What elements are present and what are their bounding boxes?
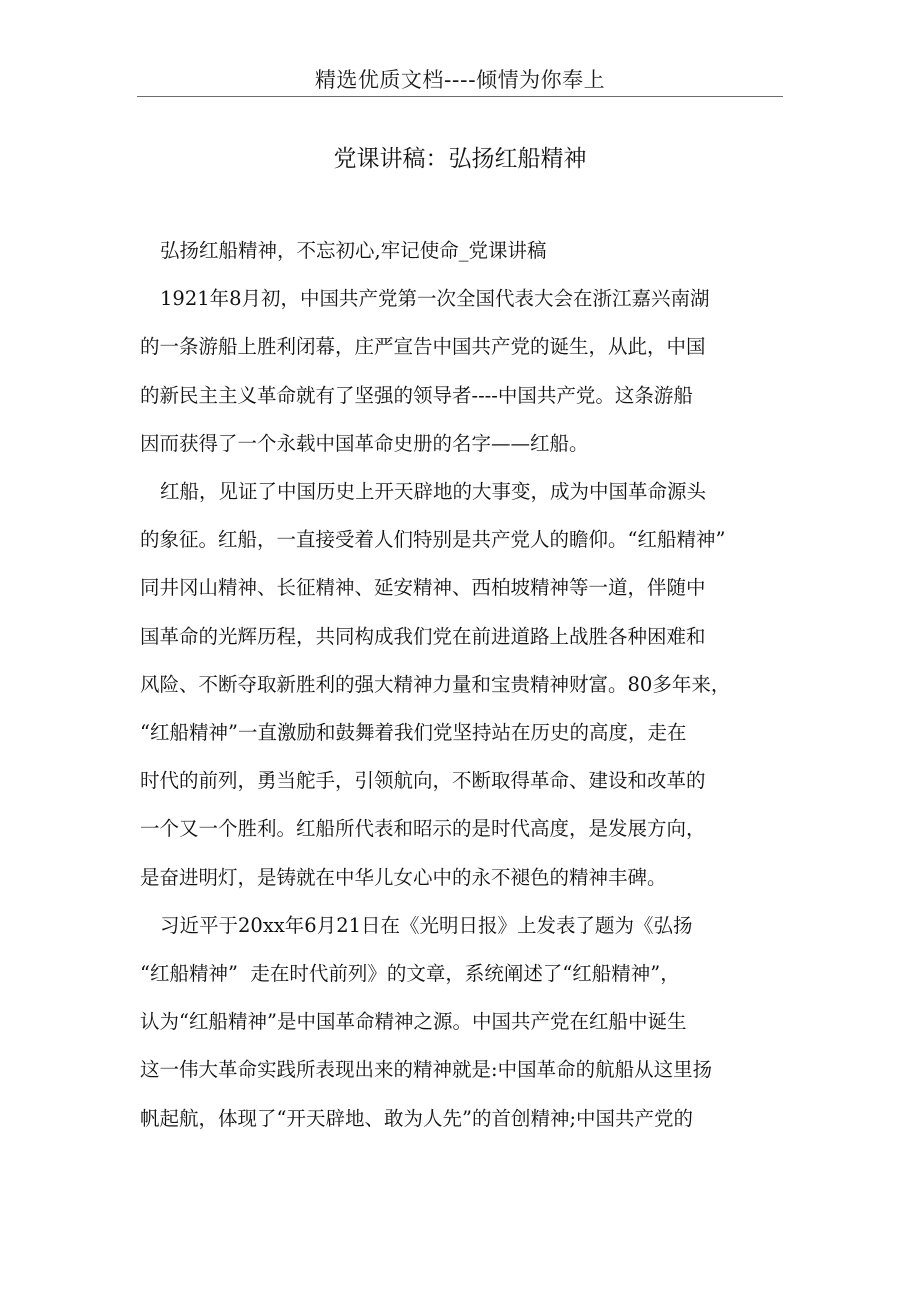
page-header: 精选优质文档----倾情为你奉上: [314, 68, 606, 92]
text-line: 1921年8月初，中国共产党第一次全国代表大会在浙江嘉兴南湖: [160, 287, 710, 311]
text-line: 是奋进明灯，是铸就在中华儿女心中的永不褪色的精神丰碑。: [140, 865, 667, 889]
header-divider: [137, 96, 783, 97]
paragraph-2: [140, 275, 790, 468]
text-line: 弘扬红船精神，不忘初心,牢记使命_党课讲稿: [160, 239, 547, 262]
text-line: 的一条游船上胜利闭幕，庄严宣告中国共产党的诞生，从此，中国: [140, 335, 706, 359]
paragraph-3: [140, 468, 790, 902]
text-line: 国革命的光辉历程，共同构成我们党在前进道路上战胜各种困难和: [140, 624, 706, 648]
document-title: 党课讲稿：弘扬红船精神: [333, 146, 587, 172]
text-line: 的新民主主义革命就有了坚强的领导者----中国共产党。这条游船: [140, 383, 693, 407]
text-line: 时代的前列，勇当舵手，引领航向，不断取得革命、建设和改革的: [140, 769, 706, 793]
text-line: 的象征。红船，一直接受着人们特别是共产党人的瞻仰。“红船精神”: [140, 528, 726, 552]
text-line: 认为“红船精神”是中国革命精神之源。中国共产党在红船中诞生: [140, 1010, 687, 1034]
paragraph-4: [140, 902, 790, 1143]
text-line: “红船精神” 走在时代前列》的文章，系统阐述了“红船精神”，: [140, 962, 680, 986]
document-body: [140, 227, 790, 1143]
text-line: 习近平于20xx年6月21日在《光明日报》上发表了题为《弘扬: [160, 913, 693, 937]
text-line: “红船精神”一直激励和鼓舞着我们党坚持站在历史的高度，走在: [140, 721, 687, 745]
paragraph-1: [140, 227, 790, 275]
text-line: 同井冈山精神、长征精神、延安精神、西柏坡精神等一道，伴随中: [140, 576, 706, 600]
text-line: 风险、不断夺取新胜利的强大精神力量和宝贵精神财富。80多年来，: [140, 672, 731, 696]
text-line: 帆起航，体现了“开天辟地、敢为人先”的首创精神;中国共产党的: [140, 1106, 694, 1130]
text-line: 红船，见证了中国历史上开天辟地的大事变，成为中国革命源头: [160, 480, 707, 504]
text-line: 因而获得了一个永载中国革命史册的名字——红船。: [140, 431, 589, 455]
text-line: 一个又一个胜利。红船所代表和昭示的是时代高度，是发展方向，: [140, 817, 706, 841]
text-line: 这一伟大革命实践所表现出来的精神就是:中国革命的航船从这里扬: [140, 1058, 713, 1082]
